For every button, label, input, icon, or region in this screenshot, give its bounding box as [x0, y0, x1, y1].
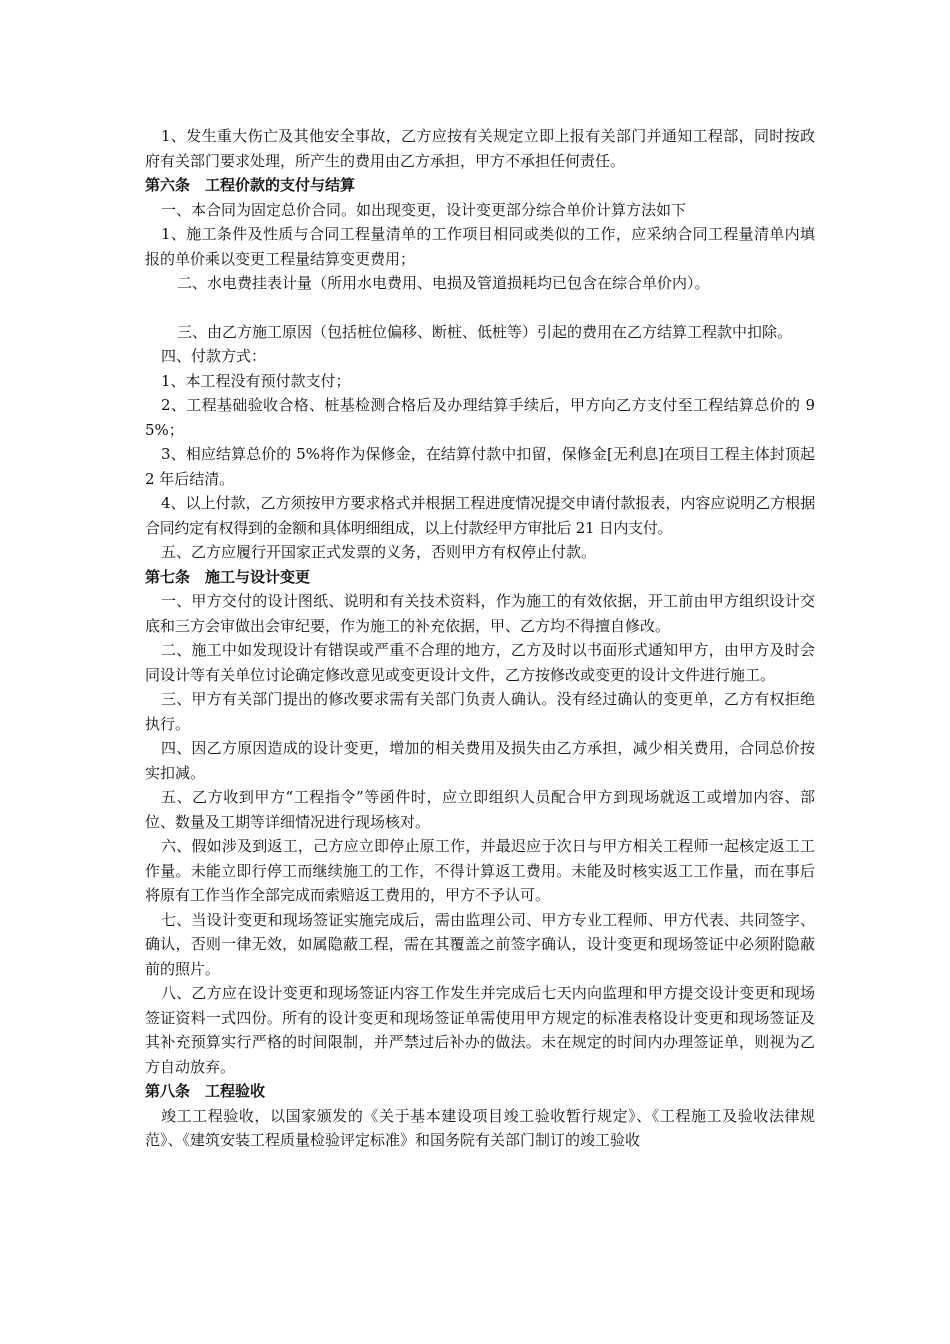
paragraph: 1、发生重大伤亡及其他安全事故，乙方应按有关规定立即上报有关部门并通知工程部，同时按政府有关部门要求处理，所产生的费用由乙方承担，甲方不承担任何责任。 — [145, 127, 815, 170]
paragraph: 五、乙方收到甲方“工程指令”等函件时，应立即组织人员配合甲方到现场就返工或增加内容、部位、数量及工期等详细情况进行现场核对。 — [145, 788, 815, 831]
paragraph: 七、当设计变更和现场签证实施完成后，需由监理公司、甲方专业工程师、甲方代表、共同签字、确认，否则一律无效，如属隐蔽工程，需在其覆盖之前签字确认，设计变更和现场签证中必须附隐蔽前的照片。 — [145, 910, 815, 978]
section-heading-6: 第六条 工程价款的支付与结算 — [145, 176, 356, 194]
paragraph: 一、本合同为固定总价合同。如出现变更，设计变更部分综合单价计算方法如下 — [161, 200, 687, 219]
paragraph: 竣工工程验收，以国家颁发的《关于基本建设项目竣工验收暂行规定》、《工程施工及验收法律规范》、《建筑安装工程质量检验评定标准》和国务院有关部门制订的竣工验收 — [145, 1106, 815, 1149]
paragraph: 2、工程基础验收合格、桩基检测合格后及办理结算手续后，甲方向乙方支付至工程结算总价的 95%； — [145, 396, 815, 439]
paragraph: 4、以上付款，乙方须按甲方要求格式并根据工程进度情况提交申请付款报表，内容应说明乙方根据合同约定有权得到的金额和具体明细组成，以上付款经甲方审批后 21 日内支付。 — [145, 494, 815, 537]
paragraph: 1、本工程没有预付款支付； — [161, 371, 351, 390]
paragraph: 四、付款方式： — [161, 347, 267, 365]
paragraph: 四、因乙方原因造成的设计变更，增加的相关费用及损失由乙方承担，减少相关费用，合同总价按实扣减。 — [145, 739, 815, 782]
paragraph: 3、相应结算总价的 5%将作为保修金，在结算付款中扣留，保修金[无利息]在项目工程主体封顶起 2 年后结清。 — [145, 445, 815, 488]
paragraph: 三、由乙方施工原因（包括桩位偏移、断桩、低桩等）引起的费用在乙方结算工程款中扣除。 — [177, 322, 793, 341]
paragraph: 1、施工条件及性质与合同工程量清单的工作项目相同或类似的工作，应采纳合同工程量清单内填报的单价乘以变更工程量结算变更费用； — [145, 225, 815, 268]
paragraph: 二、施工中如发现设计有错误或严重不合理的地方，乙方及时以书面形式通知甲方，由甲方及时会同设计等有关单位讨论确定修改意见或变更设计文件，乙方按修改或变更的设计文件进行施工。 — [145, 641, 815, 684]
document-body — [145, 124, 815, 1153]
paragraph: 二、水电费挂表计量（所用水电费用、电损及管道损耗均已包含在综合单价内）。 — [177, 274, 710, 292]
paragraph: 五、乙方应履行开国家正式发票的义务，否则甲方有权停止付款。 — [161, 543, 597, 561]
paragraph: 三、甲方有关部门提出的修改要求需有关部门负责人确认。没有经过确认的变更单，乙方有权拒绝执行。 — [145, 690, 815, 733]
blank-line — [145, 296, 815, 320]
paragraph: 一、甲方交付的设计图纸、说明和有关技术资料，作为施工的有效依据，开工前由甲方组织设计交底和三方会审做出会审纪要，作为施工的补充依据，甲、乙方均不得擅自修改。 — [145, 592, 815, 635]
paragraph: 六、假如涉及到返工，己方应立即停止原工作，并最迟应于次日与甲方相关工程师一起核定返工工作量。未能立即行停工而继续施工的工作，不得计算返工费用。未能及时核实返工工作量，而在事后将原有工作当作全部完成而索赔返工费用的，甲方不予认可。 — [145, 837, 815, 904]
paragraph: 八、乙方应在设计变更和现场签证内容工作发生并完成后七天内向监理和甲方提交设计变更和现场签证资料一式四份。所有的设计变更和现场签证单需使用甲方规定的标准表格设计变更和现场签证及其补充预算实行严格的时间限制，并严禁过后补办的做法。未在规定的时间内办理签证单，则视为乙方自动放弃。 — [145, 984, 815, 1076]
section-heading-8: 第八条 工程验收 — [145, 1082, 266, 1100]
section-heading-7: 第七条 施工与设计变更 — [145, 567, 311, 586]
